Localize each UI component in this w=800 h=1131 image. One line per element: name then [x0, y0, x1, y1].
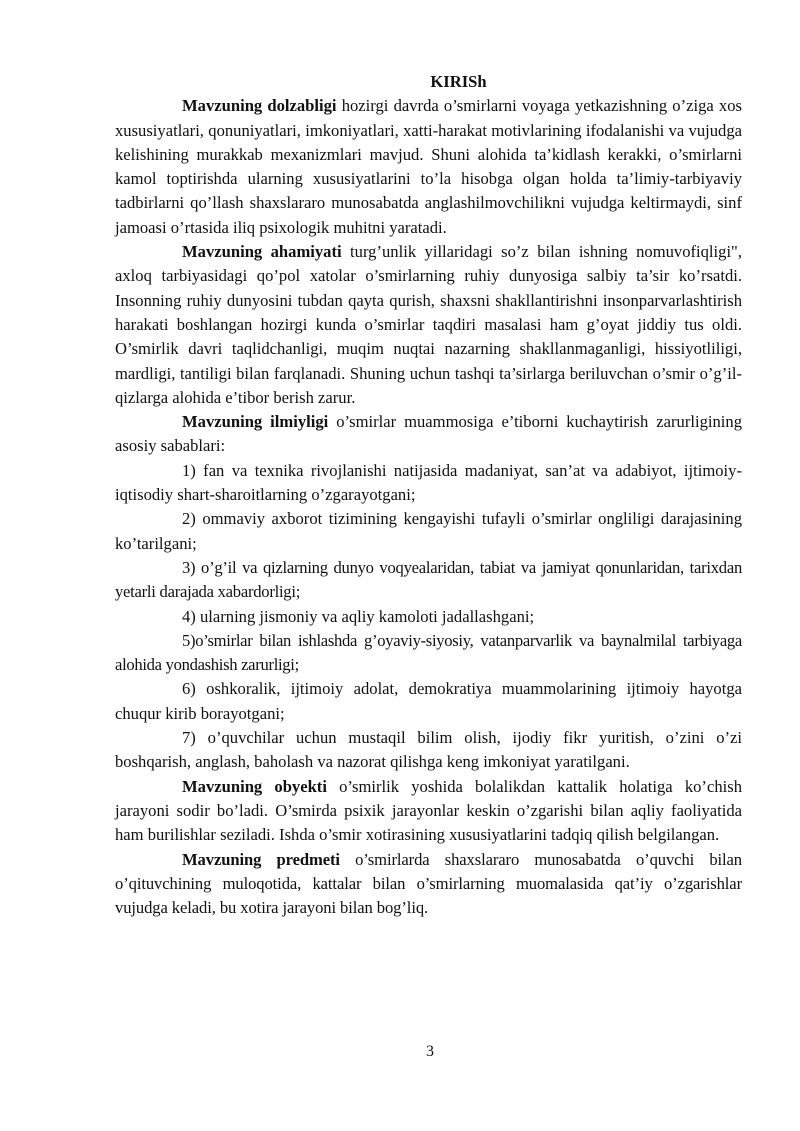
section-ilmiyligi	[115, 410, 742, 459]
section-heading: Mavzuning dolzabligi	[182, 96, 337, 116]
document-page	[115, 70, 742, 920]
section-obyekti	[115, 775, 742, 848]
section-heading: Mavzuning obyekti	[182, 776, 327, 796]
page-number: 3	[426, 1043, 434, 1060]
list-item: 5)o’smirlar bilan ishlashda g’oyaviy-siyosiy, vatanparvarlik va baynalmilal tarbiyaga alohida yondashish zarurligi;	[115, 630, 742, 675]
section-ahamiyati	[115, 240, 742, 410]
list-item: 3) o’g’il va qizlarning dunyo voqyealaridan, tabiat va jamiyat qonunlaridan, tarixdan yetarli darajada xabardorligi;	[115, 557, 742, 602]
section-text: o’smirlarda shaxslararo munosabatda o’quvchi bilan o’qituvchining muloqotida, kattalar bilan o’smirlarning muomalasida qat’iy o’zgarishlar vujudga keladi, bu xotira jarayoni bilan bog’liq.	[115, 849, 743, 918]
document-title: KIRISh	[430, 72, 487, 91]
section-text: turg’unlik yillaridagi so’z bilan ishning nomuvofiqligi", axloq tarbiyasidagi qo’pol xatolar o’smirlarning ruhiy dunyosiga salbiy ta’sir ko’rsatdi. Insonning ruhiy dunyosini tubdan qayta qurish, shaxsni shakllantirishni insonparvarlashtirish harakati boshlangan hozirgi kunda o’smirlar taqdiri masalasi ham g’oyat jiddiy tus oldi. O’smirlik davri taqlidchanligi, muqim nuqtai nazarning shakllanmaganligi, hissiyotliligi, mardligi, tantiligi bilan farqlanadi. Shuning uchun tashqi ta’sirlarga beriluvchan o’smir o’g’il-qizlarga alohida e’tibor berish zarur.	[115, 242, 742, 407]
section-dolzabligi	[115, 94, 742, 240]
list-item: 7) o’quvchilar uchun mustaqil bilim olish, ijodiy fikr yuritish, o’zini o’zi boshqarish, anglash, baholash va nazorat qilishga keng imkoniyat yaratilgani.	[115, 728, 742, 772]
list-item: 1) fan va texnika rivojlanishi natijasida madaniyat, san’at va adabiyot, ijtimoiy-iqtisodiy shart-sharoitlarning o’zgarayotgani;	[115, 460, 742, 505]
section-heading: Mavzuning ilmiyligi	[182, 412, 329, 432]
list-item: 4) ularning jismoniy va aqliy kamoloti jadallashgani;	[182, 606, 535, 626]
section-heading: Mavzuning ahamiyati	[182, 242, 342, 262]
section-predmeti	[115, 848, 742, 921]
section-text: o’smirlik yoshida bolalikdan kattalik holatiga ko’chish jarayoni sodir bo’ladi. O’smirda psixik jarayonlar keskin o’zgarishi bilan aqliy faoliyatida ham burilishlar seziladi. Ishda o’smir xotirasining xususiyatlarini tadqiq qilish belgilangan.	[115, 776, 742, 845]
section-text: o’smirlar muammosiga e’tiborni kuchaytirish zarurligining asosiy sabablari:	[115, 412, 742, 456]
list-item: 2) ommaviy axborot tizimining kengayishi tufayli o’smirlar ongliligi darajasining ko’tarilgani;	[115, 509, 742, 553]
section-text: hozirgi davrda o’smirlarni voyaga yetkazishning o’ziga xos xususiyatlari, qonuniyatlari, imkoniyatlari, xatti-harakat motivlarining ifodalanishi va vujudga kelishining murakkab mexanizmlari mavjud. Shuni alohida ta’kidlash kerakki, o’smirlarni kamol toptirishda ularning xususiyatlarini to’la hisobga olgan holda ta’limiy-tarbiyaviy tadbirlarni qo’llash shaxslararo munosabatda anglashilmovchilikni vujudga keltirmaydi, sinf jamoasi o’rtasida iliq psixologik muhitni yaratadi.	[115, 96, 742, 237]
section-heading: Mavzuning predmeti	[182, 849, 340, 869]
list-item: 6) oshkoralik, ijtimoiy adolat, demokratiya muammolarining ijtimoiy hayotga chuqur kirib borayotgani;	[115, 679, 742, 723]
